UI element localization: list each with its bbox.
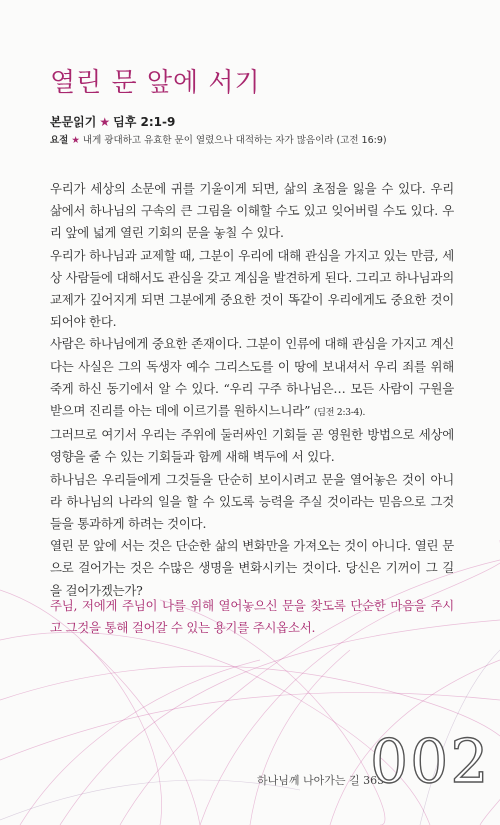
page-number: 002 [370, 727, 491, 797]
key-verse [50, 132, 470, 146]
star-icon: ★ [99, 115, 111, 129]
paragraph [50, 333, 454, 424]
paragraph: 우리가 세상의 소문에 귀를 기울이게 되면, 삶의 초점을 잃을 수 있다. 우리 삶에서 하나님의 구속의 큰 그림을 이해할 수도 있고 잊어버릴 수도 있다. 우리 앞에 넓게 열린 기회의 문을 놓칠 수 있다. [50, 181, 454, 241]
paragraph: 하나님은 우리들에게 그것들을 단순히 보이시려고 문을 열어놓은 것이 아니라 하나님의 나라의 일을 할 수 있도록 능력을 주실 것이라는 믿음으로 그것들을 통과하게 하려는 것이다. [50, 471, 454, 532]
scripture-reading [50, 113, 175, 130]
scripture-label: 본문읽기 [50, 115, 97, 129]
paragraph: 그러므로 여기서 우리는 주위에 둘러싸인 기회들 곧 영원한 방법으로 세상에 영향을 줄 수 있는 기회들과 함께 새해 벽두에 서 있다. [50, 427, 454, 465]
scripture-citation: (딤전 2:3-4). [313, 408, 366, 419]
paragraph: 우리가 하나님과 교제할 때, 그분이 우리에 대해 관심을 가지고 있는 만큼, 세상 사람들에 대해서도 관심을 갖고 계심을 발견하게 된다. 그리고 하나님과의 교제가 깊어지게 되면 그분에게 중요한 것이 똑같이 우리에게도 중요한 것이 되어야 한다. [50, 247, 454, 330]
prayer-text: 주님, 저에게 주님이 나를 위해 열어놓으신 문을 찾도록 단순한 마음을 주시고 그것을 통해 걸어갈 수 있는 용기를 주시옵소서. [50, 598, 454, 636]
page-title: 열린 문 앞에 서기 [50, 68, 261, 98]
body-text [50, 178, 454, 602]
key-verse-text: 내게 광대하고 유효한 문이 열렸으나 대적하는 자가 많음이라 (고전 16:9) [82, 135, 387, 146]
scripture-reference: 딤후 2:1-9 [113, 115, 176, 129]
star-icon: ★ [71, 135, 80, 146]
paragraph-text: 사람은 하나님에게 중요한 존재이다. 그분이 인류에 대해 관심을 가지고 계신다는 사실은 그의 독생자 예수 그리스도를 이 땅에 보내셔서 우리 죄를 위해 죽게 하신 동기에서 알 수 있다. “우리 구주 하나님은… 모든 사람이 구원을 받으며 진리를 아는 데에 이르기를 원하시느니라” [50, 336, 454, 419]
key-verse-label: 요절 [50, 135, 69, 146]
paragraph: 열린 문 앞에 서는 것은 단순한 삶의 변화만을 가져오는 것이 아니다. 열린 문으로 걸어가는 것은 수많은 생명을 변화시키는 것이다. 당신은 기꺼이 그 길을 걸어가겠는가? [50, 538, 454, 598]
book-title: 하나님께 나아가는 길 365 [257, 774, 385, 787]
